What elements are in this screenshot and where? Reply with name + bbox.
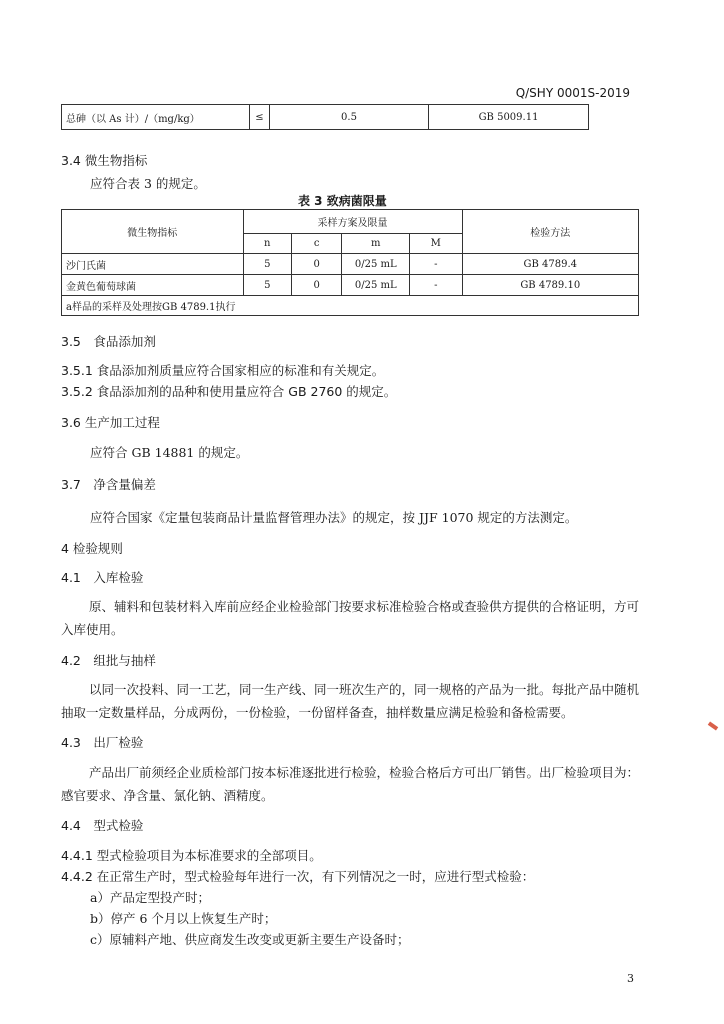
section-4-2-title: 4.2 组批与抽样 [61,653,156,668]
top-table-item: 总砷（以 As 计）/（mg/kg） [62,105,250,130]
table-row [62,254,639,275]
section-4-4-1: 4.4.1 型式检验项目为本标准要求的全部项目。 [61,848,322,863]
section-3-4-text: 应符合表 3 的规定。 [90,176,206,191]
section-4-title: 4 检验规则 [61,541,123,556]
section-4-2-text: 以同一次投料、同一工艺，同一生产线、同一班次生产的，同一规格的产品为一批。每批产品中随机抽取一定数量样品，分成两份，一份检验，一份留样备查，抽样数量应满足检验和备检需要。 [61,682,640,720]
section-3-7-title: 3.7 净含量偏差 [61,477,156,492]
section-4-1-title: 4.1 入库检验 [61,570,144,585]
section-4-4-2-a: a）产品定型投产时； [90,890,210,905]
section-3-6-text: 应符合 GB 14881 的规定。 [90,445,249,460]
table3-row2-c: 0 [292,275,342,296]
table3-sub-M: M [410,234,462,254]
section-3-5-2: 3.5.2 食品添加剂的品种和使用量应符合 GB 2760 的规定。 [61,384,397,399]
table3-sub-m: m [342,234,410,254]
scan-edge-mark [708,721,718,730]
section-3-4-title: 3.4 微生物指标 [61,153,148,168]
table3-row1-M: - [410,254,462,275]
table3-head-item: 微生物指标 [62,210,244,254]
table3-row2-M: - [410,275,462,296]
table3-row2-method: GB 4789.10 [462,275,638,296]
top-table-method: GB 5009.11 [429,105,589,130]
section-4-4-2-c: c）原辅料产地、供应商发生改变或更新主要生产设备时； [90,932,410,947]
table3-sub-c: c [292,234,342,254]
table3-row1-n: 5 [243,254,291,275]
section-4-4-2: 4.4.2 在正常生产时，型式检验每年进行一次，有下列情况之一时，应进行型式检验： [61,869,535,884]
table3-row2-n: 5 [243,275,291,296]
table3-row1-c: 0 [292,254,342,275]
section-3-5-1: 3.5.1 食品添加剂质量应符合国家相应的标准和有关规定。 [61,363,385,378]
table3-note: a样品的采样及处理按GB 4789.1执行 [62,296,639,316]
section-4-3-title: 4.3 出厂检验 [61,735,144,750]
section-4-3-text: 产品出厂前须经企业质检部门按本标准逐批进行检验，检验合格后方可出厂销售。出厂检验项目为：感官要求、净含量、氯化钠、酒精度。 [61,765,640,803]
page-number: 3 [627,972,634,985]
table3-row1-method: GB 4789.4 [462,254,638,275]
table3-head-method: 检验方法 [462,210,638,254]
table3-row1-name: 沙门氏菌 [62,254,244,275]
section-4-4-2-b: b）停产 6 个月以上恢复生产时； [90,911,277,926]
table3-row2-name: 金黄色葡萄球菌 [62,275,244,296]
table3-sub-n: n [243,234,291,254]
section-3-5-title: 3.5 食品添加剂 [61,334,156,349]
top-table-limit: 0.5 [270,105,429,130]
section-4-4-title: 4.4 型式检验 [61,818,144,833]
section-3-7-text: 应符合国家《定量包装商品计量监督管理办法》的规定，按 JJF 1070 规定的方法测定。 [90,510,578,525]
table3-head-plan: 采样方案及限量 [243,210,462,234]
table3-caption: 表 3 致病菌限量 [298,194,387,208]
section-4-1-text: 原、辅料和包装材料入库前应经企业检验部门按要求标准检验合格或查验供方提供的合格证明，方可入库使用。 [61,599,640,637]
table3-row2-m: 0/25 mL [342,275,410,296]
table3-row1-m: 0/25 mL [342,254,410,275]
top-table [61,104,589,130]
top-table-op: ≤ [250,105,270,130]
doc-code: Q/SHY 0001S-2019 [515,86,630,100]
table3 [61,209,639,316]
section-3-6-title: 3.6 生产加工过程 [61,415,160,430]
table-row [62,275,639,296]
